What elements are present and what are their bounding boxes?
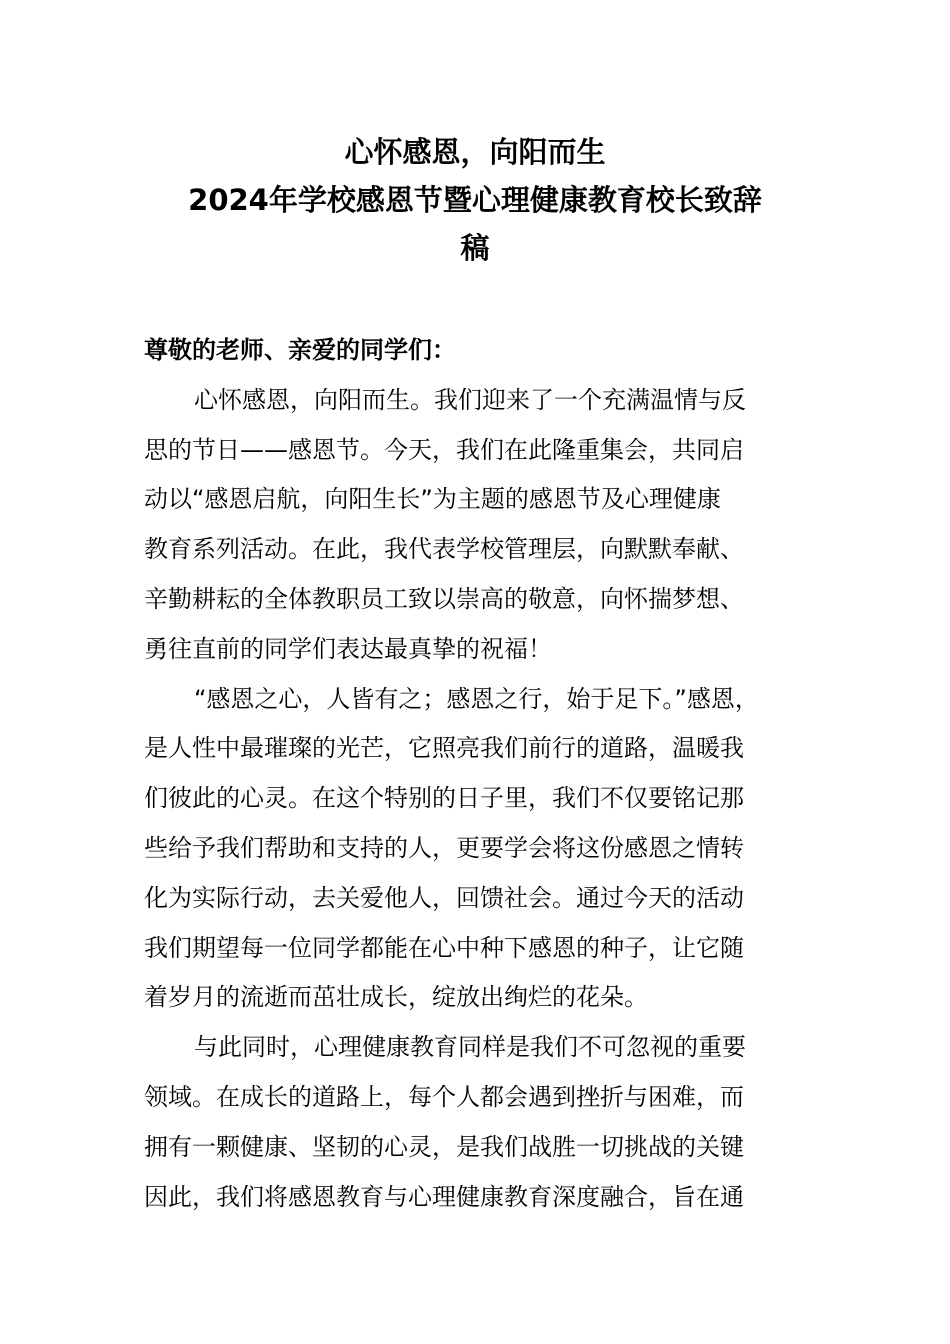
paragraph-line: 心怀感恩，向阳而生。我们迎来了一个充满温情与反 bbox=[194, 385, 746, 414]
paragraph-line: 辛勤耕耘的全体教职员工致以崇高的敬意，向怀揣梦想、 bbox=[144, 584, 744, 613]
salutation: 尊敬的老师、亲爱的同学们： bbox=[144, 336, 456, 364]
paragraph-1 bbox=[144, 376, 814, 675]
title-line-1: 心怀感恩，向阳而生 bbox=[344, 135, 606, 169]
paragraph-line: 着岁月的流逝而茁壮成长，绽放出绚烂的花朵。 bbox=[144, 983, 648, 1012]
paragraph-line: 们彼此的心灵。在这个特别的日子里，我们不仅要铭记那 bbox=[144, 784, 744, 813]
paragraph-3 bbox=[144, 1023, 814, 1222]
paragraph-line: 因此，我们将感恩教育与心理健康教育深度融合，旨在通 bbox=[144, 1182, 744, 1211]
title-line-3: 稿 bbox=[460, 231, 490, 265]
paragraph-line: 勇往直前的同学们表达最真挚的祝福！ bbox=[144, 634, 552, 663]
paragraph-line: 些给予我们帮助和支持的人，更要学会将这份感恩之情转 bbox=[144, 833, 744, 862]
paragraph-line: 教育系列活动。在此，我代表学校管理层，向默默奉献、 bbox=[144, 535, 744, 564]
paragraph-line: 化为实际行动，去关爱他人，回馈社会。通过今天的活动 bbox=[144, 883, 744, 912]
paragraph-line: 领域。在成长的道路上，每个人都会遇到挫折与困难，而 bbox=[144, 1082, 744, 1111]
paragraph-line: 是人性中最璀璨的光芒，它照亮我们前行的道路，温暖我 bbox=[144, 734, 744, 763]
paragraph-line: 我们期望每一位同学都能在心中种下感恩的种子，让它随 bbox=[144, 933, 744, 962]
document-body bbox=[144, 326, 814, 1222]
paragraph-line: 思的节日——感恩节。今天，我们在此隆重集会，共同启 bbox=[144, 435, 744, 464]
document-title bbox=[120, 128, 830, 272]
paragraph-line: 与此同时，心理健康教育同样是我们不可忽视的重要 bbox=[194, 1033, 746, 1062]
title-line-2: 2024年学校感恩节暨心理健康教育校长致辞 bbox=[188, 183, 762, 217]
paragraph-line: 拥有一颗健康、坚韧的心灵，是我们战胜一切挑战的关键 bbox=[144, 1132, 744, 1161]
paragraph-line: “感恩之心，人皆有之；感恩之行，始于足下。”感恩， bbox=[194, 684, 759, 713]
paragraph-2 bbox=[144, 675, 814, 1024]
paragraph-line: 动以“感恩启航，向阳生长”为主题的感恩节及心理健康 bbox=[144, 485, 721, 514]
